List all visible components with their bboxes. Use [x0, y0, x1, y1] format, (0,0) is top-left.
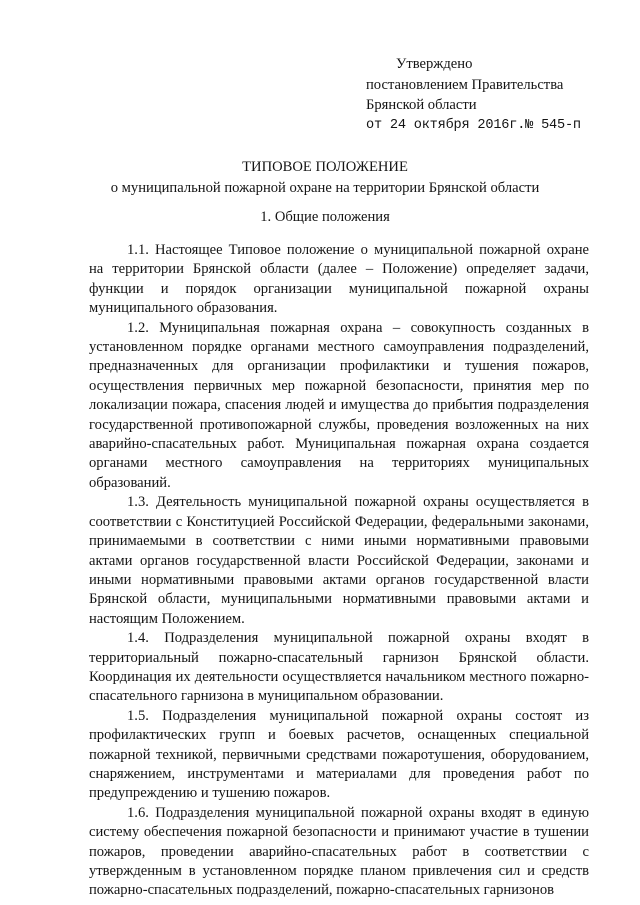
approval-region: Брянской области [366, 97, 477, 113]
approval-issuer: постановлением Правительства [366, 76, 564, 93]
document-title: ТИПОВОЕ ПОЛОЖЕНИЕ [242, 159, 408, 175]
approval-date-number: от 24 октября 2016г.№ 545-п [366, 117, 581, 133]
paragraph-1-2: 1.2. Муниципальная пожарная охрана – совокупность созданных в установленном порядке органами местного самоуправления подразделений, предназначенных для организации профилактики и тушения пожаров, осуществления первичных мер пожарной безопасности, принятия мер по локализации пожара, спасения людей и имущества до прибытия подразделения государственной противопожарной службы, проведения возложенных на них аварийно-спасательных работ. Муниципальная пожарная охрана создается органами местного самоуправления на территориях муниципальных образований. [89, 319, 589, 491]
document-body [89, 241, 589, 901]
document-heading [60, 157, 590, 199]
paragraph-1-4: 1.4. Подразделения муниципальной пожарной охраны входят в территориальный пожарно-спасательный гарнизон Брянской области. Координация их деятельности осуществляется начальником местного пожарно-спасательного гарнизона в муниципальном образовании. [89, 630, 589, 705]
paragraph-1-5: 1.5. Подразделения муниципальной пожарной охраны состоят из профилактических групп и боевых расчетов, оснащенных специальной пожарной техникой, первичными средствами пожаротушения, оборудованием, снаряжением, инструментами и материалами для проведения работ по предупреждению и тушению пожаров. [89, 707, 589, 802]
approval-stamp-block [366, 54, 616, 136]
paragraph-1-3: 1.3. Деятельность муниципальной пожарной охраны осуществляется в соответствии с Конституцией Российской Федерации, федеральными законами, принимаемыми в соответствии с ними иными нормативными правовыми актами органов государственной власти Российской Федерации, законами и иными нормативными правовыми актами органов государственной власти Брянской области, муниципальными нормативными правовыми актами и настоящим Положением. [89, 494, 589, 627]
document-subtitle: о муниципальной пожарной охране на территории Брянской области [110, 180, 540, 196]
paragraph-1-6: 1.6. Подразделения муниципальной пожарной охраны входят в единую систему обеспечения пожарной безопасности и принимают участие в тушении пожаров, проведении аварийно-спасательных работ в соответствии с утвержденным в установленном порядке планом привлечения сил и средств пожарно-спасательных подразделений, пожарно-спасательных гарнизонов [89, 804, 589, 899]
approval-label: Утверждено [396, 56, 473, 72]
paragraph-1-1: 1.1. Настоящее Типовое положение о муниципальной пожарной охране на территории Брянской области (далее – Положение) определяет задачи, функции и порядок организации муниципальной пожарной охраны муниципального образования. [89, 242, 589, 317]
section-title: 1. Общие положения [260, 209, 390, 225]
